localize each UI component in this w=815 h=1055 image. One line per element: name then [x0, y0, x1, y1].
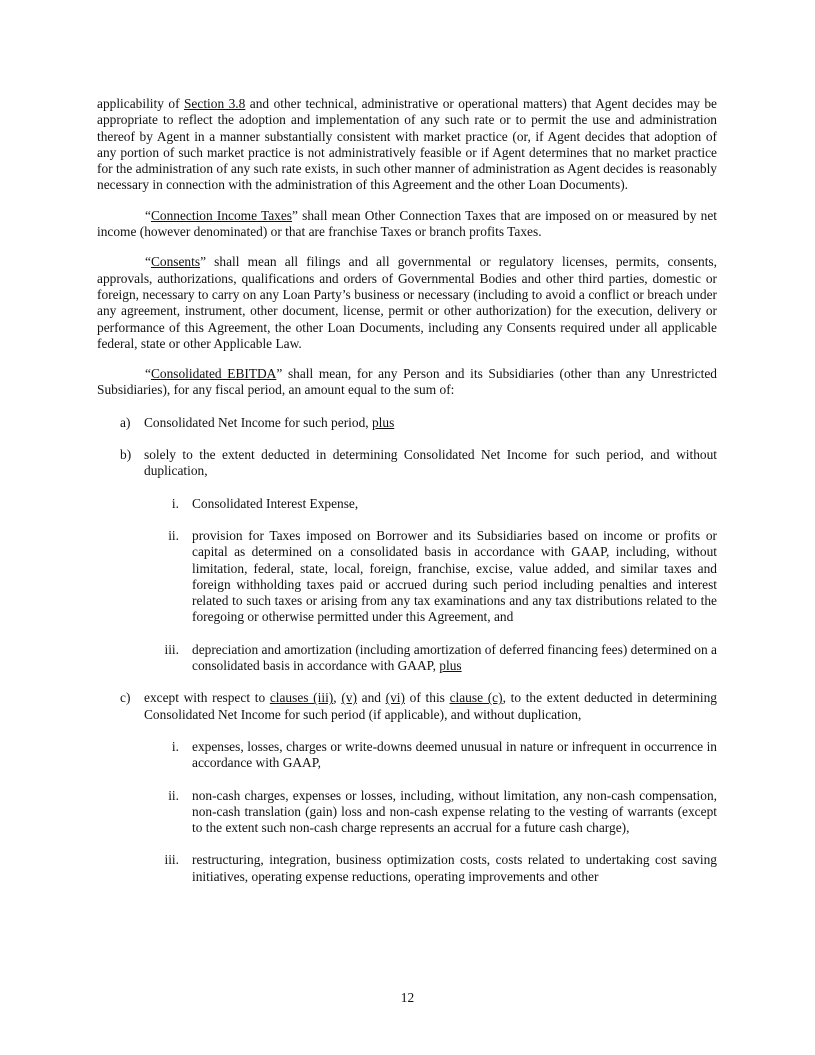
defined-term: Connection Income Taxes	[150, 207, 292, 223]
clause-marker: b)	[120, 447, 132, 463]
subclause-marker: i.	[171, 738, 179, 754]
clause-b-iii	[97, 642, 717, 675]
document-body	[97, 96, 717, 885]
clause-c-ii	[97, 788, 717, 837]
definition-text: ” shall mean, for any Person and its Subsidiaries (other than any Unrestricted Subsidiaries), for any fiscal period, an amount equal to the sum of:	[97, 366, 717, 398]
clause-b-i	[97, 496, 717, 512]
plus-term: plus	[439, 658, 462, 674]
clause-text: of this	[405, 690, 450, 706]
clause-a	[97, 415, 717, 431]
subclause-text: depreciation and amortization (including amortization of deferred financing fees) determined on a consolidated basis in accordance with GAAP,	[192, 641, 717, 674]
subclause-text: restructuring, integration, business optimization costs, costs related to undertaking cost saving initiatives, operating expense reductions, operating improvements and other	[192, 852, 717, 884]
subclause-text: provision for Taxes imposed on Borrower and its Subsidiaries based on income or profits or capital as determined on a consolidated basis in accordance with GAAP, including, without limitation, federal, state, local, foreign, franchise, excise, value added, and similar taxes and foreign withholding taxes paid or accrued during such period including penalties and interest related to such taxes or arising from any tax examinations and any tax distributions related to the foregoing or otherwise permitted under this Agreement, and	[192, 527, 717, 625]
definition-text: ” shall mean Other Connection Taxes that are imposed on or measured by net income (however denominated) or that are franchise Taxes or branch profits Taxes.	[97, 207, 717, 240]
subclause-text: expenses, losses, charges or write-downs deemed unusual in nature or infrequent in occurrence in accordance with GAAP,	[192, 738, 717, 771]
text-run: applicability of	[97, 96, 184, 111]
clause-text: and	[356, 690, 386, 706]
clause-text: except with respect to	[144, 690, 270, 706]
clause-c	[97, 690, 717, 723]
definition-consolidated-ebitda	[97, 366, 717, 399]
text-run: and other technical, administrative or operational matters) that Agent decides may be appropriate to reflect the adoption and implementation of any such rate or to permit the use and administration thereof by Agent in a manner substantially consistent with market practice (or, if Agent decides that adoption of any portion of such market practice is not administratively feasible or if Agent determines that no market practice for the administration of any such rate exists, in such other manner of administration as Agent decides is reasonably necessary in connection with the administration of this Agreement and the other Loan Documents).	[97, 96, 717, 193]
clause-marker: a)	[120, 414, 131, 430]
clause-reference-link: clause (c)	[449, 690, 503, 706]
clause-b	[97, 447, 717, 480]
clause-text: , to the extent deducted in determining Consolidated Net Income for such period (if applicable), and without duplication,	[144, 690, 717, 722]
clause-text: Consolidated Net Income for such period,	[144, 414, 372, 430]
quote-mark: “	[145, 254, 151, 270]
quote-mark: “	[145, 366, 151, 382]
subclause-marker: ii.	[168, 787, 179, 803]
subclause-marker: i.	[171, 495, 179, 511]
clause-reference-link: (vi)	[385, 690, 405, 706]
clause-text: solely to the extent deducted in determining Consolidated Net Income for such period, and without duplication,	[144, 447, 717, 479]
subclause-marker: iii.	[164, 852, 179, 868]
clause-c-iii	[97, 852, 717, 885]
subclause-marker: iii.	[164, 641, 179, 657]
section-reference-link: Section 3.8	[183, 96, 246, 111]
page-number: 12	[400, 990, 415, 1005]
definition-consents	[97, 254, 717, 352]
definition-text: ” shall mean all filings and all governmental or regulatory licenses, permits, consents, approvals, authorizations, qualifications and orders of Governmental Bodies and other third parties, domestic or foreign, necessary to carry on any Loan Party’s business or necessary (including to avoid a conflict or breach under any agreement, instrument, other document, license, permit or other authorization) for the execution, delivery or performance of this Agreement, the other Loan Documents, including any Consents required under all applicable federal, state or other Applicable Law.	[97, 254, 717, 351]
plus-term: plus	[371, 414, 395, 430]
paragraph-continuation	[97, 96, 717, 194]
clause-reference-link: (v)	[341, 690, 357, 706]
quote-mark: “	[145, 207, 151, 223]
clause-reference-link: clauses (iii)	[269, 690, 334, 706]
definition-connection-income-taxes	[97, 208, 717, 241]
subclause-text: Consolidated Interest Expense,	[192, 495, 359, 511]
clause-marker: c)	[120, 690, 131, 706]
subclause-text: non-cash charges, expenses or losses, including, without limitation, any non-cash compensation, non-cash translation (gain) loss and non-cash expense relating to the vesting of warrants (except to the extent such non-cash charge represents an accrual for a future cash charge),	[192, 787, 717, 836]
clause-b-ii	[97, 528, 717, 626]
defined-term: Consolidated EBITDA	[150, 366, 277, 382]
subclause-marker: ii.	[168, 527, 179, 543]
clause-c-i	[97, 739, 717, 772]
defined-term: Consents	[150, 254, 201, 270]
clause-text: ,	[333, 690, 342, 706]
